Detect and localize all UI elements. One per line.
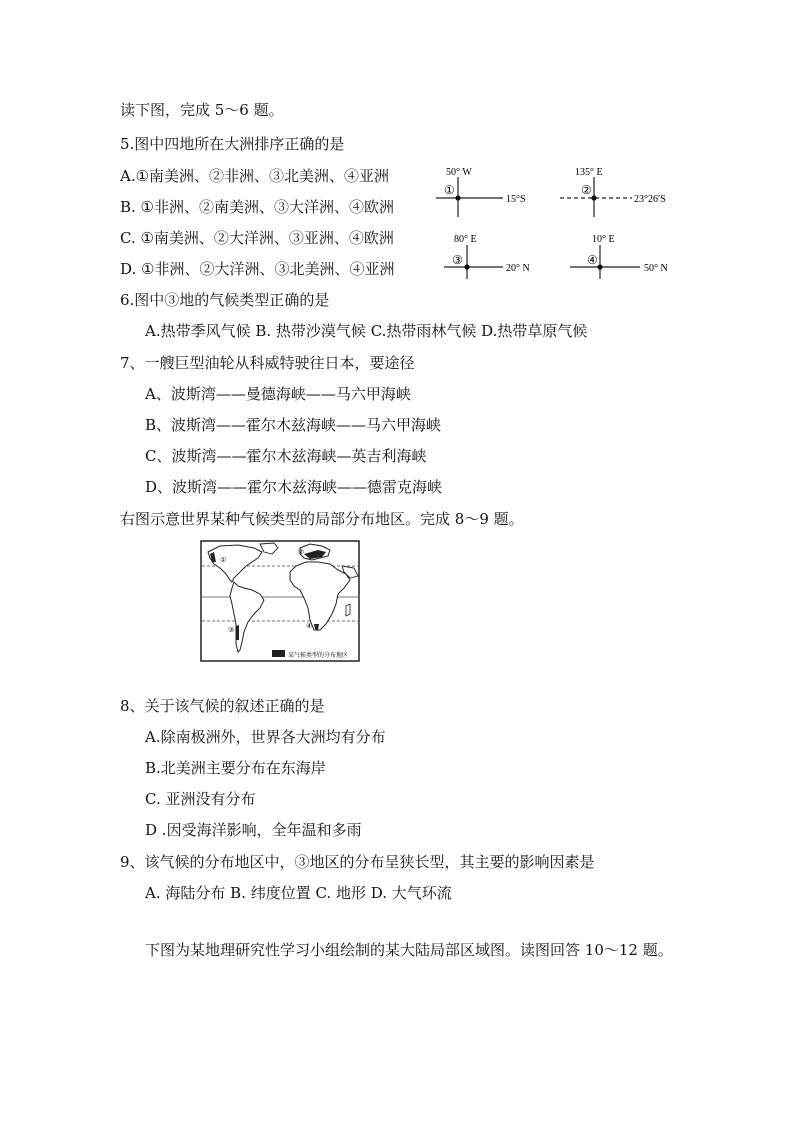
q8-stem: 8、关于该气候的叙述正确的是 — [120, 697, 325, 715]
q5-option-d: D. ①非洲、②大洋洲、③北美洲、④亚洲 — [120, 260, 395, 278]
q8-option-a: A.除南极洲外，世界各大洲均有分布 — [145, 728, 386, 746]
q7-option-c: C、波斯湾——霍尔木兹海峡—英吉利海峡 — [145, 447, 427, 465]
q6-stem: 6.图中③地的气候类型正确的是 — [120, 291, 330, 309]
map-legend-label: 某气候类型的分布地区 — [288, 653, 349, 659]
shaded-area-south-america — [236, 625, 239, 640]
q5-option-a: A.①南美洲、②非洲、③北美洲、④亚洲 — [120, 167, 390, 185]
q9-stem: 9、该气候的分布地区中，③地区的分布呈狭长型，其主要的影响因素是 — [120, 853, 595, 871]
map-mark-3: ③ — [228, 626, 235, 634]
map-mark-1: ① — [220, 556, 227, 564]
q9-options: A. 海陆分布 B. 纬度位置 C. 地形 D. 大气环流 — [145, 884, 452, 902]
point-4-lat: 50° N — [644, 263, 668, 274]
point-4-lon: 10° E — [592, 234, 615, 245]
point-2-lon: 135° E — [575, 167, 603, 178]
q5-stem: 5.图中四地所在大洲排序正确的是 — [120, 135, 345, 153]
point-2-mark: ② — [581, 183, 592, 197]
intro-q8-9: 右图示意世界某种气候类型的局部分布地区。完成 8～9 题。 — [120, 510, 524, 528]
point-1-diagram — [436, 167, 526, 217]
q8-option-b: B.北美洲主要分布在东海岸 — [145, 759, 326, 777]
map-mark-2: ② — [298, 548, 305, 556]
q5-option-c: C. ①南美洲、②大洋洲、③亚洲、④欧洲 — [120, 229, 394, 247]
madagascar-shape — [346, 604, 350, 616]
point-4-diagram — [570, 234, 668, 279]
coordinate-diagram — [430, 155, 680, 285]
q8-option-d: D .因受海洋影响，全年温和多雨 — [145, 821, 362, 839]
climate-distribution-map — [200, 540, 360, 662]
q5-option-b: B. ①非洲、②南美洲、③大洋洲、④欧洲 — [120, 198, 395, 216]
point-3-lon: 80° E — [454, 234, 477, 245]
point-1-lat: 15°S — [506, 194, 526, 205]
q7-option-a: A、波斯湾——曼德海峡——马六甲海峡 — [145, 385, 411, 403]
point-4-mark: ④ — [587, 253, 598, 267]
q7-option-d: D、波斯湾——霍尔木兹海峡——德雷克海峡 — [145, 478, 443, 496]
point-2-lat: 23°26′S — [634, 194, 666, 205]
point-1-lon: 50° W — [446, 167, 472, 178]
point-3-diagram — [444, 234, 530, 279]
q7-option-b: B、波斯湾——霍尔木兹海峡——马六甲海峡 — [145, 416, 442, 434]
point-3-mark: ③ — [452, 253, 463, 267]
map-mark-4: ④ — [306, 622, 313, 630]
q6-options: A.热带季风气候 B. 热带沙漠气候 C.热带雨林气候 D.热带草原气候 — [145, 322, 588, 340]
point-1-mark: ① — [444, 183, 455, 197]
intro-q5-6: 读下图，完成 5～6 题。 — [120, 101, 284, 119]
q8-option-c: C. 亚洲没有分布 — [145, 790, 256, 808]
q7-stem: 7、一艘巨型油轮从科威特驶往日本，要途径 — [120, 354, 415, 372]
intro-q10-12: 下图为某地理研究性学习小组绘制的某大陆局部区域图。读图回答 10～12 题。 — [145, 941, 673, 959]
legend-swatch — [272, 650, 285, 657]
point-3-lat: 20° N — [506, 263, 530, 274]
point-2-diagram — [560, 167, 666, 217]
